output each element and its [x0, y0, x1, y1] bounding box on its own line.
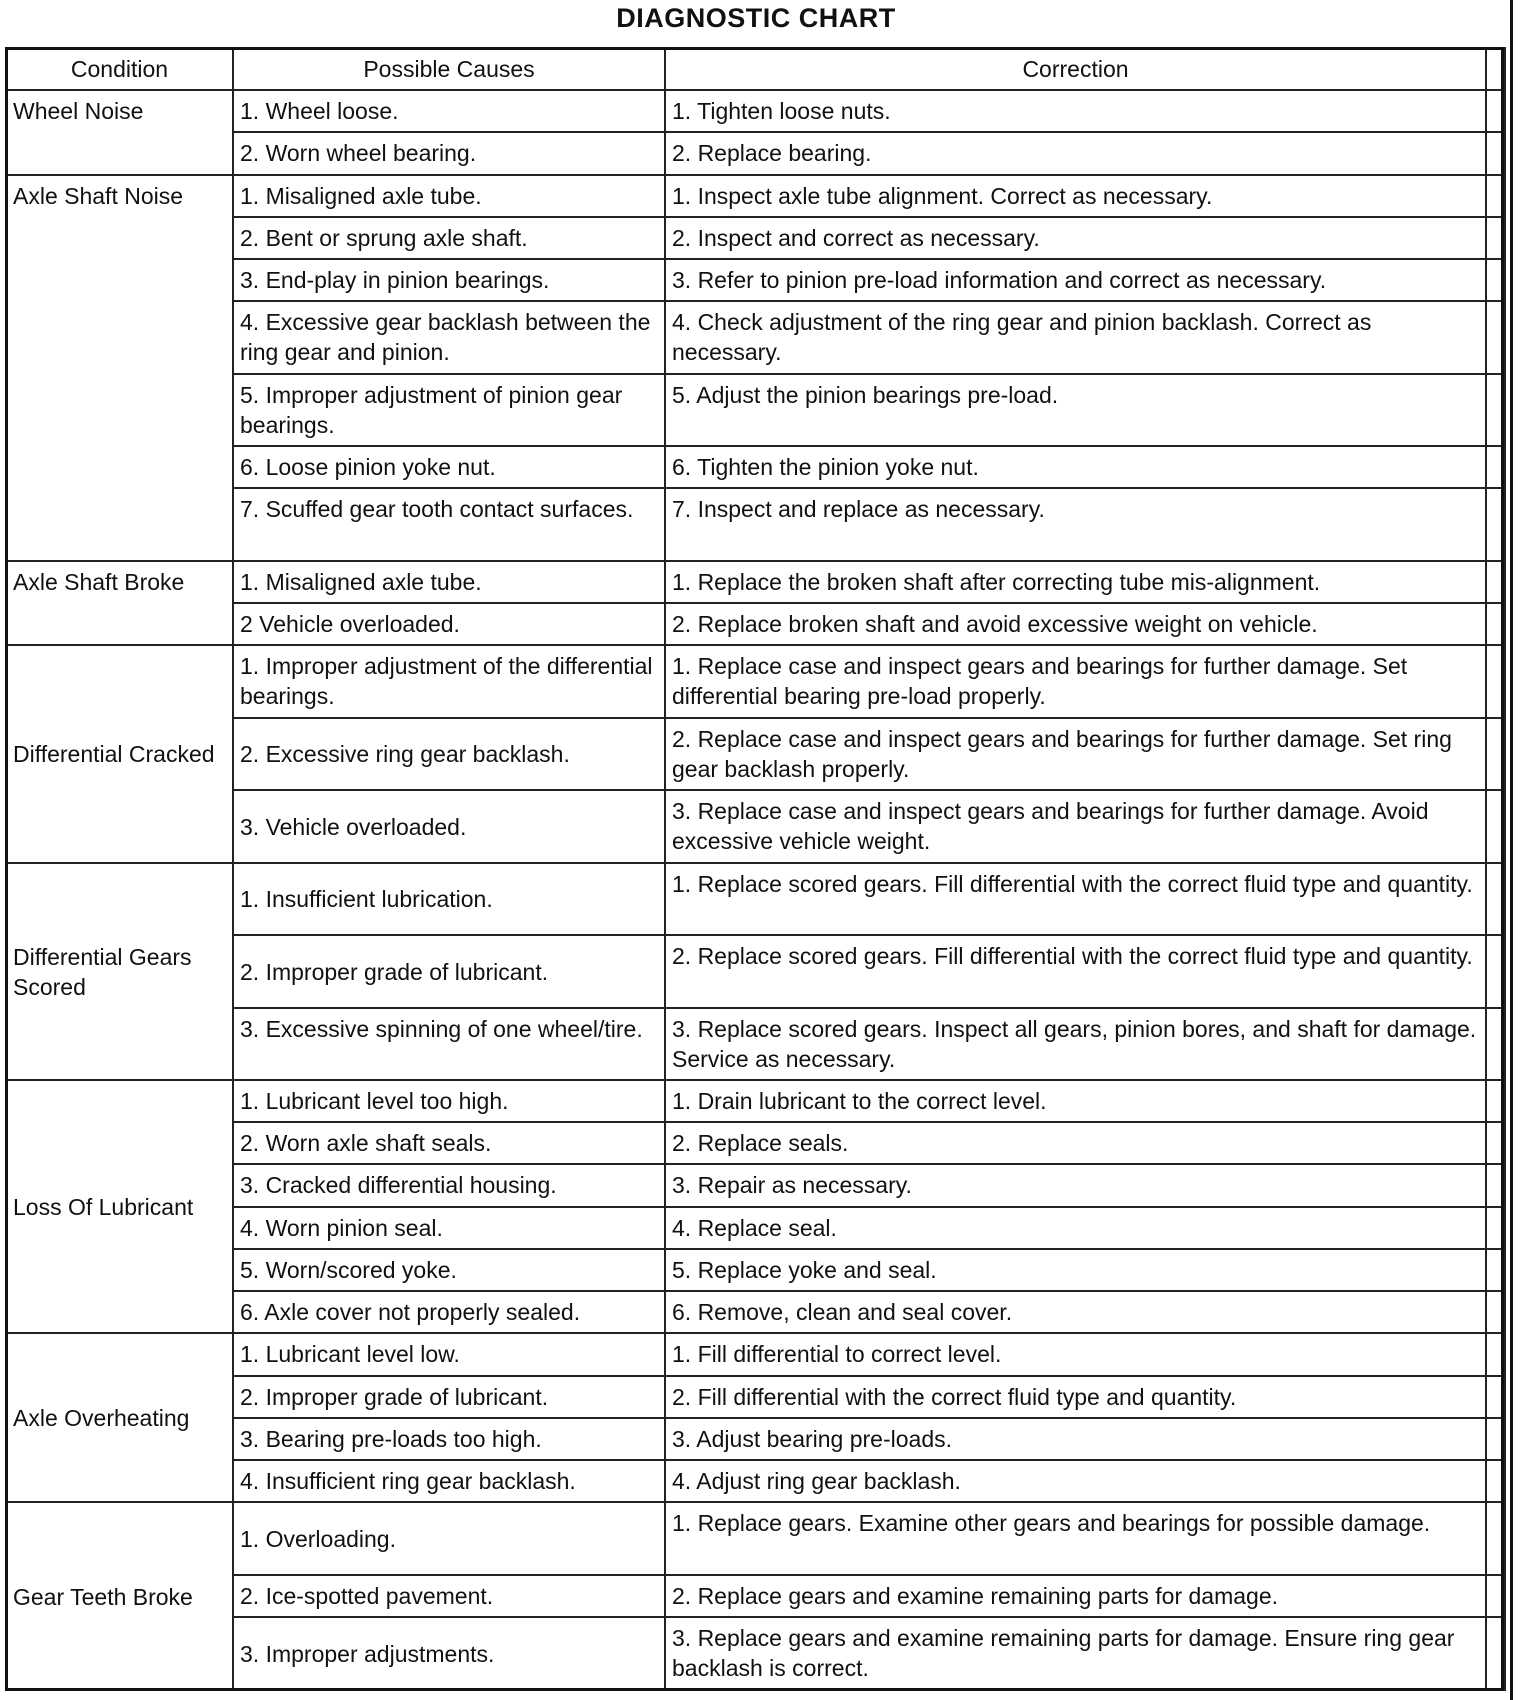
table-outer-border	[5, 47, 1504, 1691]
header-possible-causes: Possible Causes	[233, 48, 665, 90]
cause-cell: 3. Vehicle overloaded.	[233, 790, 665, 862]
correction-cell: 1. Replace the broken shaft after correcting tube mis-alignment.	[665, 561, 1486, 603]
cause-cell: 2. Excessive ring gear backlash.	[233, 718, 665, 790]
cause-cell: 4. Insufficient ring gear backlash.	[233, 1460, 665, 1502]
cause-cell: 2. Ice-spotted pavement.	[233, 1575, 665, 1617]
cause-cell: 3. Cracked differential housing.	[233, 1164, 665, 1206]
correction-cell: 3. Refer to pinion pre-load information and correct as necessary.	[665, 259, 1486, 301]
cause-cell: 5. Improper adjustment of pinion gear bearings.	[233, 374, 665, 446]
correction-cell: 1. Replace gears. Examine other gears and bearings for possible damage.	[665, 1502, 1486, 1574]
cause-cell: 1. Wheel loose.	[233, 90, 665, 132]
cause-cell: 4. Excessive gear backlash between the ring gear and pinion.	[233, 301, 665, 373]
correction-cell: 6. Remove, clean and seal cover.	[665, 1291, 1486, 1333]
correction-cell: 1. Replace scored gears. Fill differential with the correct fluid type and quantity.	[665, 863, 1486, 935]
correction-cell: 4. Check adjustment of the ring gear and pinion backlash. Correct as necessary.	[665, 301, 1486, 373]
correction-cell: 3. Adjust bearing pre-loads.	[665, 1418, 1486, 1460]
correction-cell: 1. Drain lubricant to the correct level.	[665, 1080, 1486, 1122]
cause-cell: 1. Lubricant level too high.	[233, 1080, 665, 1122]
cause-cell: 3. Bearing pre-loads too high.	[233, 1418, 665, 1460]
correction-cell: 2. Fill differential with the correct fluid type and quantity.	[665, 1376, 1486, 1418]
correction-cell: 2. Replace seals.	[665, 1122, 1486, 1164]
correction-cell: 7. Inspect and replace as necessary.	[665, 488, 1486, 560]
cause-cell: 1. Improper adjustment of the differential bearings.	[233, 645, 665, 717]
condition-cell: Differential Gears Scored	[6, 863, 233, 1080]
correction-cell: 2. Inspect and correct as necessary.	[665, 217, 1486, 259]
cause-cell: 1. Misaligned axle tube.	[233, 175, 665, 217]
cause-cell: 1. Insufficient lubrication.	[233, 863, 665, 935]
cause-cell: 2. Bent or sprung axle shaft.	[233, 217, 665, 259]
condition-cell: Axle Shaft Noise	[6, 175, 233, 561]
correction-cell: 3. Replace case and inspect gears and bearings for further damage. Avoid excessive vehicle weight.	[665, 790, 1486, 862]
condition-cell: Loss Of Lubricant	[6, 1080, 233, 1334]
cause-cell: 2. Improper grade of lubricant.	[233, 935, 665, 1007]
cause-cell: 3. End-play in pinion bearings.	[233, 259, 665, 301]
cause-cell: 4. Worn pinion seal.	[233, 1207, 665, 1249]
correction-cell: 3. Repair as necessary.	[665, 1164, 1486, 1206]
correction-cell: 5. Replace yoke and seal.	[665, 1249, 1486, 1291]
cause-cell: 3. Excessive spinning of one wheel/tire.	[233, 1008, 665, 1080]
correction-cell: 2. Replace gears and examine remaining parts for damage.	[665, 1575, 1486, 1617]
cause-cell: 2. Worn wheel bearing.	[233, 132, 665, 174]
cause-cell: 2. Worn axle shaft seals.	[233, 1122, 665, 1164]
correction-cell: 5. Adjust the pinion bearings pre-load.	[665, 374, 1486, 446]
condition-cell: Gear Teeth Broke	[6, 1502, 233, 1690]
header-correction: Correction	[665, 48, 1486, 90]
page-title: DIAGNOSTIC CHART	[616, 3, 896, 33]
correction-cell: 1. Tighten loose nuts.	[665, 90, 1486, 132]
condition-cell: Axle Shaft Broke	[6, 561, 233, 646]
correction-cell: 4. Adjust ring gear backlash.	[665, 1460, 1486, 1502]
correction-cell: 2. Replace scored gears. Fill differential with the correct fluid type and quantity.	[665, 935, 1486, 1007]
cause-cell: 1. Misaligned axle tube.	[233, 561, 665, 603]
correction-cell: 2. Replace case and inspect gears and bearings for further damage. Set ring gear backlash properly.	[665, 718, 1486, 790]
page-edge-rule	[1510, 0, 1513, 1700]
correction-cell: 3. Replace gears and examine remaining parts for damage. Ensure ring gear backlash is correct.	[665, 1617, 1486, 1690]
correction-cell: 4. Replace seal.	[665, 1207, 1486, 1249]
correction-cell: 2. Replace bearing.	[665, 132, 1486, 174]
cause-cell: 1. Overloading.	[233, 1502, 665, 1574]
cause-cell: 7. Scuffed gear tooth contact surfaces.	[233, 488, 665, 560]
correction-cell: 2. Replace broken shaft and avoid excessive weight on vehicle.	[665, 603, 1486, 645]
correction-cell: 1. Fill differential to correct level.	[665, 1333, 1486, 1375]
cause-cell: 5. Worn/scored yoke.	[233, 1249, 665, 1291]
correction-cell: 3. Replace scored gears. Inspect all gears, pinion bores, and shaft for damage. Service as necessary.	[665, 1008, 1486, 1080]
cause-cell: 2. Improper grade of lubricant.	[233, 1376, 665, 1418]
correction-cell: 1. Replace case and inspect gears and bearings for further damage. Set differential bearing pre-load properly.	[665, 645, 1486, 717]
cause-cell: 6. Loose pinion yoke nut.	[233, 446, 665, 488]
condition-cell: Wheel Noise	[6, 90, 233, 175]
cause-cell: 6. Axle cover not properly sealed.	[233, 1291, 665, 1333]
cause-cell: 2 Vehicle overloaded.	[233, 603, 665, 645]
cause-cell: 3. Improper adjustments.	[233, 1617, 665, 1690]
condition-cell: Differential Cracked	[6, 645, 233, 862]
condition-cell: Axle Overheating	[6, 1333, 233, 1502]
correction-cell: 1. Inspect axle tube alignment. Correct as necessary.	[665, 175, 1486, 217]
correction-cell: 6. Tighten the pinion yoke nut.	[665, 446, 1486, 488]
cause-cell: 1. Lubricant level low.	[233, 1333, 665, 1375]
header-condition: Condition	[6, 48, 233, 90]
